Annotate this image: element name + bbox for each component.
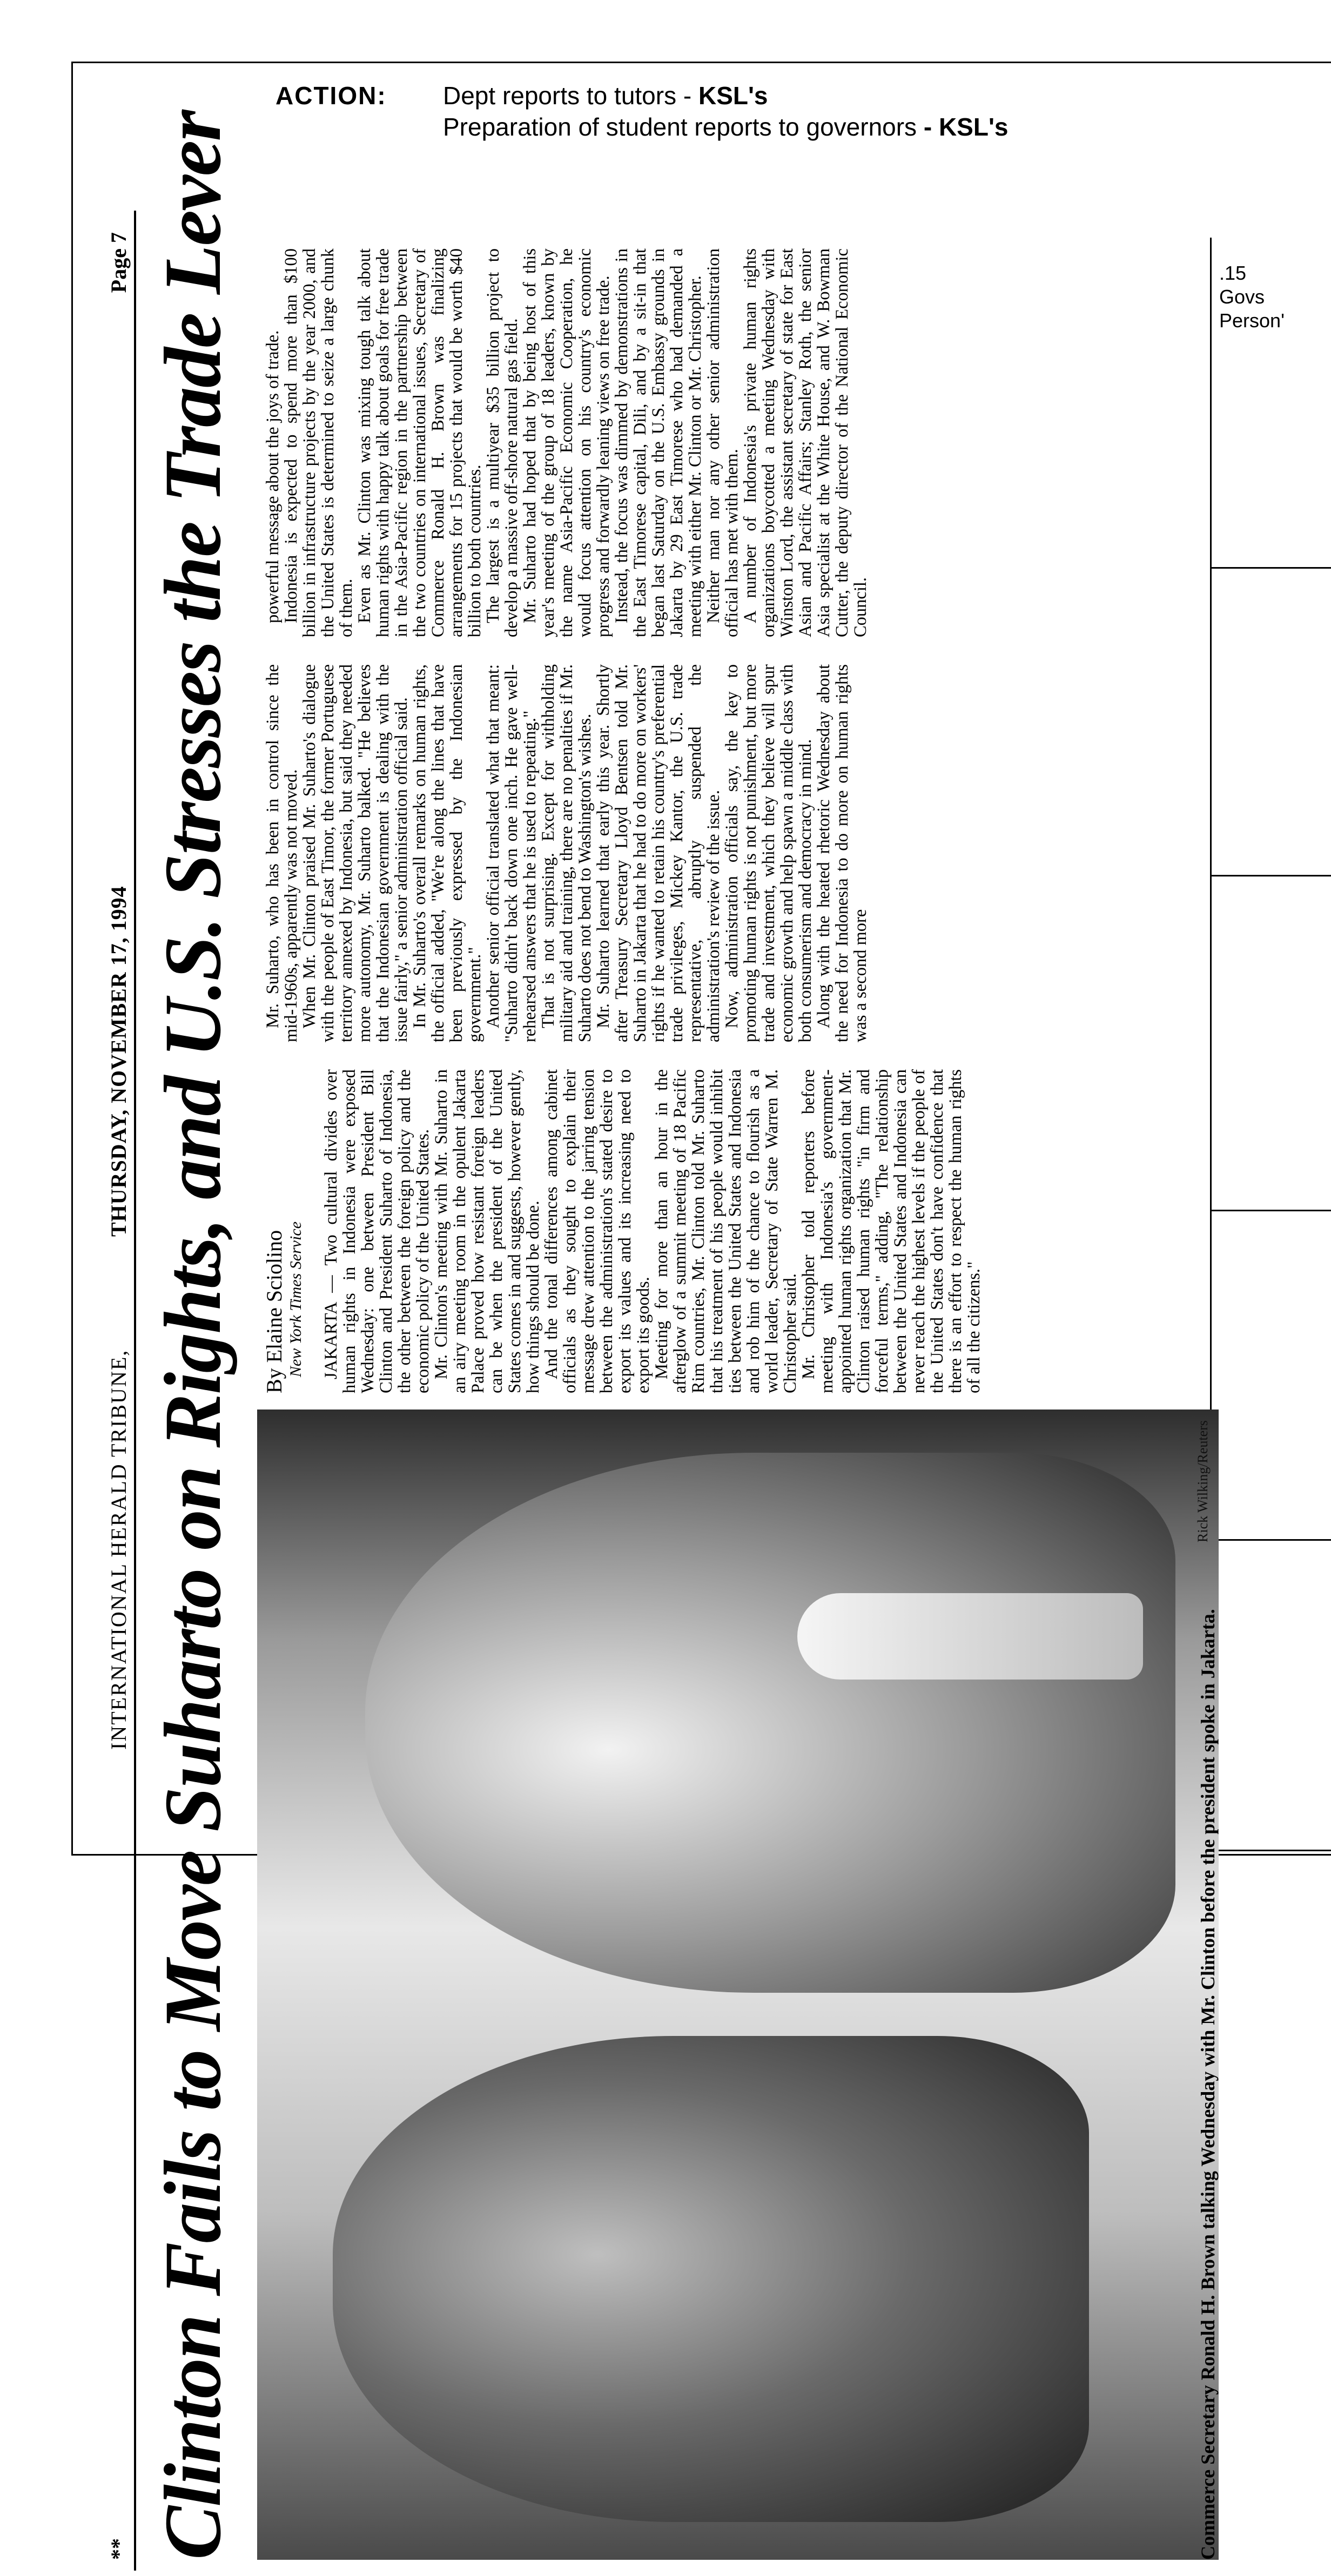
grid-divider	[1212, 1210, 1331, 1211]
paragraph: Meeting for more than an hour in the afterglow of a summit meeting of 18 Pacific Rim countries, Mr. Clinton told Mr. Suharto that his treatment of his people would inhibit ties between the United States and Indonesia and rob him of the chance to flourish as a world leader, Secretary of State Warren M. Christopher said.	[652, 1069, 800, 1393]
routing-grid	[1210, 238, 1331, 1852]
action-line-1-text: Dept reports to tutors -	[443, 82, 698, 110]
byline	[261, 1069, 305, 1393]
paragraph: When Mr. Clinton praised Mr. Suharto's dialogue with the people of East Timor, the former Portuguese territory annexed by Indonesia, but said they needed more autonomy, Mr. Suharto balked. "He believes that the Indonesian government is dealing with the issue fairly," a senior administration official said.	[300, 664, 411, 1042]
paragraph: The largest is a multiyear $35 billion project to develop a massive off-shore natural gas field.	[483, 248, 521, 637]
page-number: Page 7	[106, 232, 131, 293]
grid-divider	[1212, 567, 1331, 569]
photo-caption: Commerce Secretary Ronald H. Brown talking Wednesday with Mr. Clinton before the president spoke in Jakarta.	[1197, 1609, 1219, 2560]
paragraph: Instead, the focus was dimmed by demonstrations in the East Timorese capital, Dili, and by a sit-in that began last Saturday on the U.S. Embassy grounds in Jakarta by 29 East Timorese who had demanded a meeting with either Mr. Clinton or Mr. Christopher.	[612, 248, 705, 637]
routing-grid-text: .15 Govs Person'	[1219, 262, 1285, 332]
action-line-1	[443, 81, 768, 110]
action-line-2	[443, 112, 1008, 141]
byline-author: By Elaine Sciolino	[262, 1230, 286, 1393]
grid-divider	[1212, 1850, 1331, 1851]
byline-service: New York Times Service	[287, 1221, 305, 1377]
paragraph: And the tonal differences among cabinet officials as they sought to explain their message drew attention to the jarring tension between the administration's stated desire to export its values and its increasing need to export its goods.	[542, 1069, 653, 1393]
grid-divider	[1212, 875, 1331, 876]
paragraph: A number of Indonesia's private human rights organizations boycotted a meeting Wednesday with Winston Lord, the assistant secretary of state for East Asian and Pacific Affairs; Stanley Roth, the senior Asia specialist at the White House, and W. Bowman Cutter, the deputy director of the National Economic Council.	[741, 248, 870, 637]
paragraph: Mr. Suharto learned that early this year. Shortly after Treasury Secretary Lloyd Bentsen told Mr. Suharto in Jakarta that he had to do more on workers' rights if he wanted to retain his country's preferential trade privileges, Mickey Kantor, the U.S. trade representative, abruptly suspended the administration's review of the issue.	[594, 664, 723, 1042]
photo-credit: Rick Wilking/Reuters	[1195, 1420, 1211, 1542]
paragraph: Another senior official translated what that meant: "Suharto didn't back down one inch. He gave well-rehearsed answers that he is used to repeating."	[483, 664, 540, 1042]
paragraph: Now, administration officials say, the key to promoting human rights is not punishment, but more trade and investment, which they believe will spur economic growth and help spawn a middle class with both consumerism and democracy in mind.	[722, 664, 815, 1042]
article-column-2	[264, 664, 870, 1042]
paragraph: Even as Mr. Clinton was mixing tough talk about human rights with happy talk about goals for free trade in the Asia-Pacific region in the partnership between the two countries on international issues, Secretary of Commerce Ronald H. Brown was finalizing arrangements for 15 projects that would be worth $40 billion to both countries.	[355, 248, 485, 637]
paragraph: Mr. Suharto, who has been in control since the mid-1960s, apparently was not moved.	[263, 664, 301, 1042]
paragraph: That is not surprising. Except for withholding military aid and training, there are no penalties if Mr. Suharto does not bend to Washington's wishes.	[539, 664, 595, 1042]
photo-raised-finger	[797, 1593, 1143, 1680]
paragraph: powerful message about the joys of trade.	[263, 330, 283, 623]
masthead-stars: **	[106, 2538, 131, 2560]
paragraph: Along with the heated rhetoric Wednesday about the need for Indonesia to do more on human rights was a second more	[814, 664, 870, 1042]
paragraph: Mr. Clinton's meeting with Mr. Suharto in an airy meeting room in the opulent Jakarta Palace proved how resistant foreign leaders can be when the president of the United States comes in and suggests, however gently, how things should be done.	[432, 1069, 543, 1393]
action-line-1-initials: KSL's	[698, 82, 768, 110]
article-column-3	[264, 248, 870, 637]
photo-figure-brown	[333, 2036, 1089, 2522]
action-line-2-initials: - KSL's	[923, 113, 1009, 141]
newspaper-name: INTERNATIONAL HERALD TRIBUNE,	[106, 1349, 131, 1750]
news-photo	[257, 1410, 1219, 2560]
publication-date: THURSDAY, NOVEMBER 17, 1994	[106, 886, 131, 1237]
paragraph: Indonesia is expected to spend more than $100 billion in infrastructure projects by the year 2000, and the United States is determined to seize a large chunk of them.	[281, 248, 356, 637]
paragraph: Mr. Christopher told reporters before meeting with Indonesia's government-appointed human rights organization that Mr. Clinton raised human rights "in firm and forceful terms," adding, "The relationship between the United States and Indonesia can never reach the highest levels if the people of the United States don't have confidence that there is an effort to respect the human rights of all the citizens."	[799, 1069, 984, 1393]
paragraph: Mr. Suharto had hoped that by being host of this year's meeting of the group of 18 leaders, known by the name Asia-Pacific Economic Cooperation, he would focus attention on his country's economic progress and forwardly leaning views on free trade.	[520, 248, 613, 637]
article-headline: Clinton Fails to Move Suharto on Rights, and U.S. Stresses the Trade Lever	[148, 111, 238, 2560]
photo-figure-clinton	[365, 1453, 1175, 1993]
paragraph: In Mr. Suharto's overall remarks on human rights, the official added, "We're along the lines that have been previously expressed by the Indonesian government."	[410, 664, 485, 1042]
masthead	[102, 211, 136, 2571]
article-column-1	[322, 1069, 983, 1393]
action-line-2-text: Preparation of student reports to governors	[443, 113, 924, 141]
action-label: ACTION:	[275, 82, 387, 110]
paragraph: Neither man nor any other senior administration official has met with them.	[704, 248, 742, 637]
paragraph: JAKARTA — Two cultural divides over human rights in Indonesia were exposed Wednesday: one between President Bill Clinton and President Suharto of Indonesia, the other between the foreign policy and the economic policy of the United States.	[321, 1069, 433, 1393]
grid-divider	[1212, 1539, 1331, 1541]
